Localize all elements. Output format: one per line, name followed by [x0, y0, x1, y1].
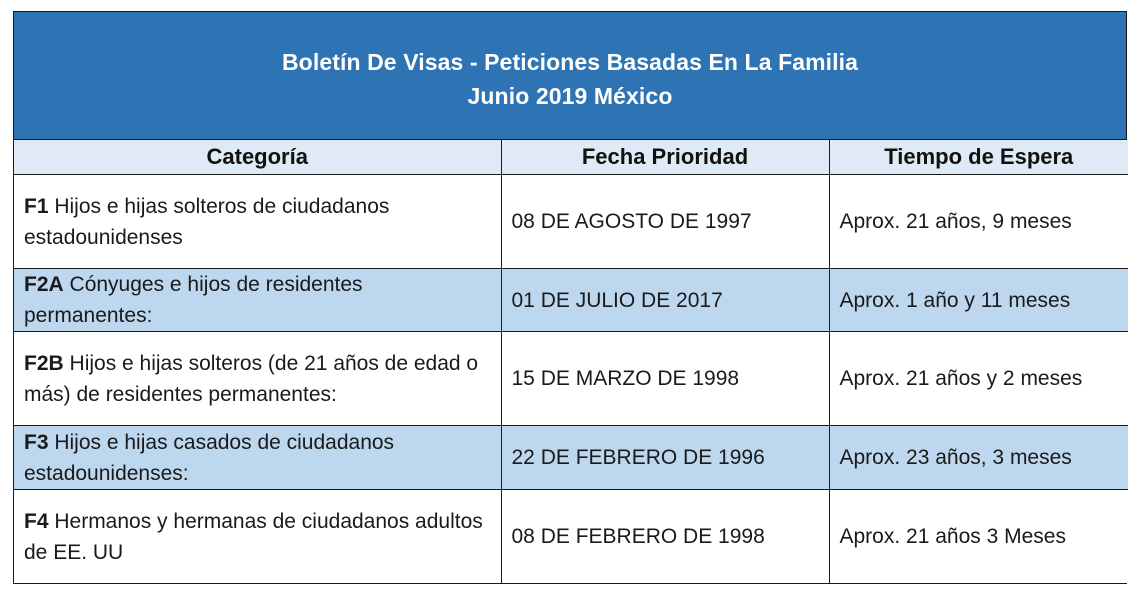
- bulletin-title: [14, 12, 1126, 140]
- wait-time-cell: Aprox. 21 años y 2 meses: [829, 332, 1128, 426]
- header-category: Categoría: [14, 140, 501, 175]
- category-code: F4: [24, 509, 49, 533]
- wait-time-cell: Aprox. 23 años, 3 meses: [829, 426, 1128, 490]
- category-description: Hijos e hijas solteros (de 21 años de edad o más) de residentes permanentes:: [24, 351, 479, 406]
- bulletin-title-line-1: Boletín De Visas - Peticiones Basadas En La Familia: [281, 48, 859, 75]
- priority-date-cell: 01 DE JULIO DE 2017: [501, 269, 829, 332]
- category-table: [14, 140, 1128, 583]
- wait-time-cell: Aprox. 21 años 3 Meses: [829, 490, 1128, 584]
- category-code: F3: [24, 430, 49, 454]
- table-row-f1: [14, 175, 1128, 269]
- bulletin-title-line-2: Junio 2019 México: [467, 82, 673, 109]
- category-code: F2B: [24, 351, 64, 375]
- wait-time-cell: Aprox. 1 año y 11 meses: [829, 269, 1128, 332]
- category-code: F1: [24, 194, 49, 218]
- category-description: Cónyuges e hijos de residentes permanentes:: [24, 273, 363, 327]
- table-header-row: [14, 140, 1128, 175]
- priority-date-cell: 22 DE FEBRERO DE 1996: [501, 426, 829, 490]
- priority-date-cell: 15 DE MARZO DE 1998: [501, 332, 829, 426]
- category-code: F2A: [24, 273, 64, 296]
- header-wait-time: Tiempo de Espera: [829, 140, 1128, 175]
- table-row-f2b: [14, 332, 1128, 426]
- header-priority-date: Fecha Prioridad: [501, 140, 829, 175]
- priority-date-cell: 08 DE AGOSTO DE 1997: [501, 175, 829, 269]
- category-description: Hermanos y hermanas de ciudadanos adultos de EE. UU: [24, 509, 483, 564]
- table-row-f2a: [14, 269, 1128, 332]
- priority-date-cell: 08 DE FEBRERO DE 1998: [501, 490, 829, 584]
- table-row-f3: [14, 426, 1128, 490]
- category-cell: [14, 175, 501, 269]
- category-cell: [14, 332, 501, 426]
- wait-time-cell: Aprox. 21 años, 9 meses: [829, 175, 1128, 269]
- category-cell: [14, 426, 501, 490]
- category-description: Hijos e hijas solteros de ciudadanos estadounidenses: [24, 194, 390, 249]
- category-description: Hijos e hijas casados de ciudadanos estadounidenses:: [24, 430, 395, 485]
- category-cell: [14, 269, 501, 332]
- visa-bulletin-table: [13, 11, 1127, 584]
- table-row-f4: [14, 490, 1128, 584]
- category-cell: [14, 490, 501, 584]
